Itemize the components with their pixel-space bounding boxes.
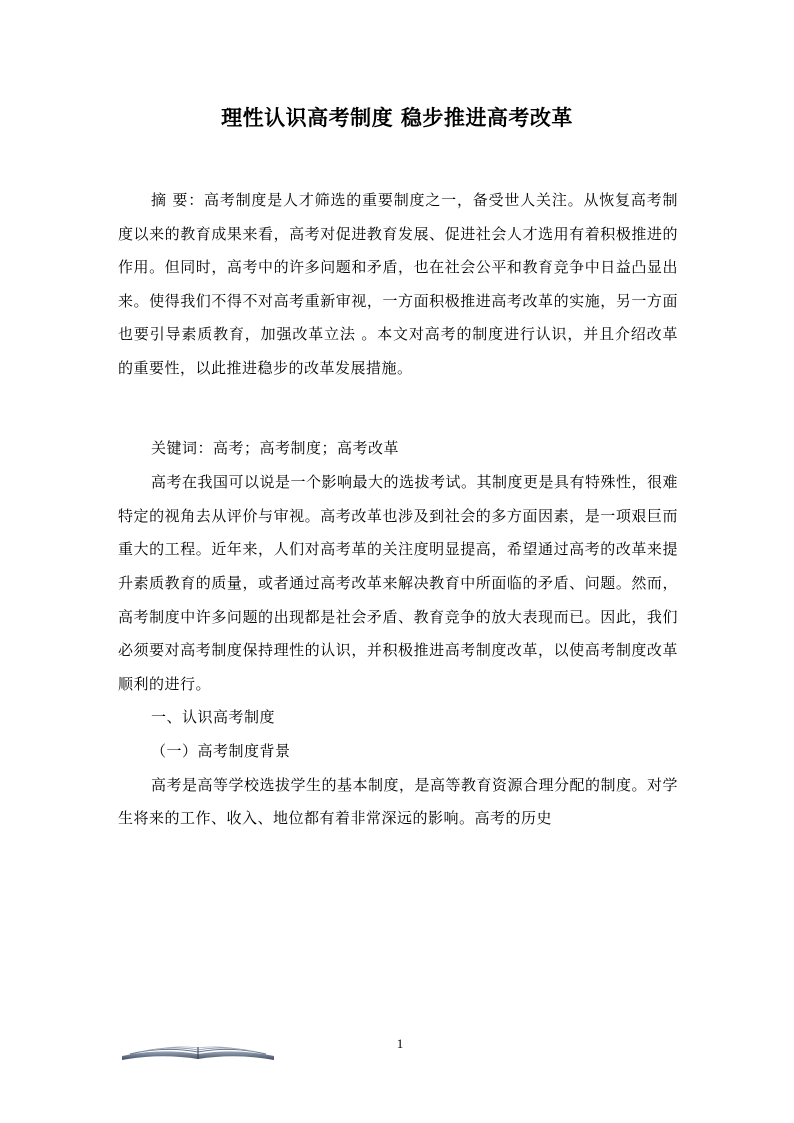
keywords-paragraph: 关键词：高考；高考制度；高考改革 (151, 438, 400, 457)
open-book-icon (120, 1040, 276, 1062)
page-footer (0, 1030, 794, 1070)
page-number: 1 (396, 1036, 404, 1051)
body-paragraph-background: 高考是高等学校选拔学生的基本制度，是高等教育资源合理分配的制度。对学生将来的工作、收入、地位都有着非常深远的影响。高考的历史 (118, 775, 679, 828)
section-heading-1: 一、认识高考制度 (151, 708, 276, 727)
subsection-heading-1: （一）高考制度背景 (151, 741, 291, 760)
abstract-paragraph: 摘 要：高考制度是人才筛选的重要制度之一，备受世人关注。从恢复高考制度以来的教育成果来看，高考对促进教育发展、促进社会人才选用有着积极推进的作用。但同时，高考中的许多问题和矛盾，也在社会公平和教育竞争中日益凸显出来。使得我们不得不对高考重新审视，一方面积极推进高考改革的实施，另一方面也要引导素质教育，加强改革立法 。本文对高考的制度进行认识，并且介绍改革的重要性，以此推进稳步的改革发展措施。 (118, 191, 678, 377)
document-title: 理性认识高考制度 稳步推进高考改革 (221, 106, 573, 130)
document-body (118, 184, 678, 836)
body-paragraph-intro: 高考在我国可以说是一个影响最大的选拔考试。其制度更是具有特殊性，很难特定的视角去从评价与审视。高考改革也涉及到社会的多方面因素，是一项艰巨而重大的工程。近年来，人们对高考革的关注度明显提高，希望通过高考的改革来提升素质教育的质量，或者通过高考改革来解决教育中所面临的矛盾、问题。然而，高考制度中许多问题的出现都是社会矛盾、教育竞争的放大表现而已。因此，我们必须要对高考制度保持理性的认识，并积极推进高考制度改革，以使高考制度改革顺利的进行。 (118, 473, 679, 693)
